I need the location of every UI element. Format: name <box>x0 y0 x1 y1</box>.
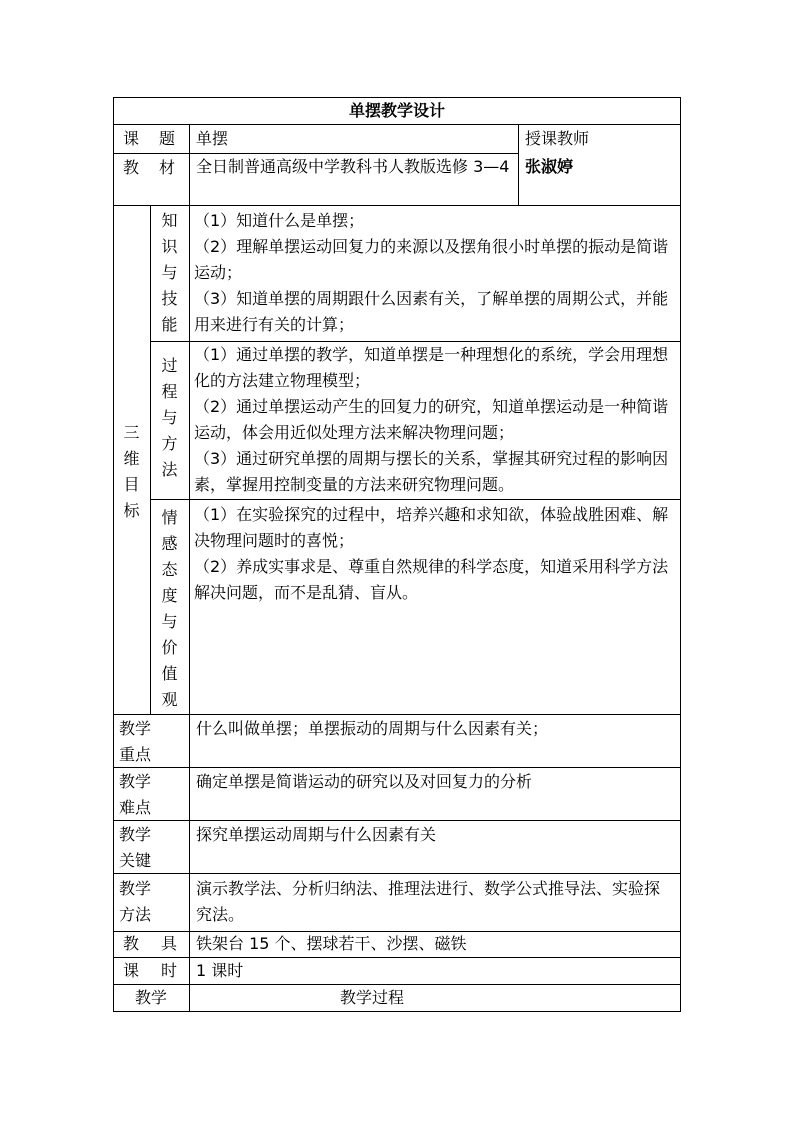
col-divider <box>189 124 190 205</box>
page-title: 单摆教学设计 <box>348 101 445 120</box>
knowledge-goals <box>194 208 678 338</box>
hours-label-b: 时 <box>160 961 177 980</box>
knowledge-goal-item: （1）知道什么是单摆； <box>194 211 365 230</box>
row-divider <box>113 205 681 206</box>
knowledge-label-char: 技 <box>161 289 178 308</box>
knowledge-label-char: 知 <box>161 211 178 230</box>
emotion-label-char: 与 <box>161 612 178 631</box>
hours-label-a: 课 <box>123 961 140 980</box>
process-goal-item: （1）通过单摆的教学，知道单摆是一种理想化的系统，学会用理想化的方法建立物理模型； <box>194 345 669 390</box>
emotion-label-char: 感 <box>161 534 178 553</box>
row-divider <box>113 767 681 768</box>
key-point-label-line: 重点 <box>119 745 152 764</box>
difficulty-label-line: 教学 <box>119 772 152 791</box>
col-divider <box>189 714 190 1011</box>
difficulty-value: 确定单摆是简谐运动的研究以及对回复力的分析 <box>196 772 533 791</box>
knowledge-label-char: 与 <box>161 263 178 282</box>
key-label <box>119 822 187 874</box>
tools-label-b: 具 <box>160 934 177 953</box>
knowledge-goal-item: （2）理解单摆运动回复力的来源以及摆角很小时单摆的振动是简谐运动； <box>194 237 669 282</box>
goals-group-char: 三 <box>123 423 140 442</box>
textbook-label-b: 材 <box>158 158 175 177</box>
col-divider <box>518 124 519 205</box>
goals-group-char: 标 <box>123 501 140 520</box>
hours-value: 1 课时 <box>196 961 244 980</box>
key-label-line: 关键 <box>119 851 152 870</box>
emotion-label-char: 价 <box>161 638 178 657</box>
textbook-value: 全日制普通高级中学教科书人教版选修 3—4 <box>196 157 510 176</box>
table-border-bottom <box>113 1011 681 1012</box>
teacher-name: 张淑婷 <box>525 157 574 176</box>
process-goal-item: （3）通过研究单摆的周期与摆长的关系，掌握其研究过程的影响因素，掌握用控制变量的方法来研究物理问题。 <box>194 449 669 494</box>
emotion-goal-item: （1）在实验探究的过程中，培养兴趣和求知欲，体验战胜困难、解决物理问题时的喜悦； <box>194 505 669 550</box>
row-divider <box>150 499 681 500</box>
goals-group-label <box>113 420 150 524</box>
tools-value: 铁架台 15 个、摆球若干、沙摆、磁铁 <box>196 934 467 953</box>
goals-group-char: 目 <box>123 475 140 494</box>
emotion-label-char: 度 <box>161 586 178 605</box>
process-goal-item: （2）通过单摆运动产生的回复力的研究，知道单摆运动是一种简谐运动，体会用近似处理方法来解决物理问题； <box>194 397 669 442</box>
emotion-label-char: 态 <box>161 560 178 579</box>
emotion-goals <box>194 502 678 606</box>
knowledge-label-char: 能 <box>161 315 178 334</box>
key-label-line: 教学 <box>119 825 152 844</box>
textbook-label-a: 教 <box>123 158 140 177</box>
emotion-label-char: 值 <box>161 664 178 683</box>
method-value: 演示教学法、分析归纳法、推理法进行、数学公式推导法、实验探究法。 <box>196 879 661 924</box>
course-label-a: 课 <box>123 129 140 148</box>
difficulty-label-line: 难点 <box>119 798 152 817</box>
tools-label <box>113 931 189 957</box>
col-divider <box>189 205 190 714</box>
emotion-goal-item: （2）养成实事求是、尊重自然规律的科学态度，知道采用科学方法解决问题，而不是乱猜、盲从。 <box>194 557 669 602</box>
course-label-b: 题 <box>158 129 175 148</box>
process-label-char: 法 <box>161 460 178 479</box>
process-label <box>150 353 189 483</box>
emotion-label-char: 情 <box>161 508 178 527</box>
row-divider <box>113 820 681 821</box>
knowledge-label <box>150 208 189 338</box>
teacher-label: 授课教师 <box>525 129 590 148</box>
difficulty-label <box>119 769 187 821</box>
method-label-line: 方法 <box>119 905 152 924</box>
method-label-line: 教学 <box>119 879 152 898</box>
knowledge-goal-item: （3）知道单摆的周期跟什么因素有关，了解单摆的周期公式，并能用来进行有关的计算； <box>194 289 669 334</box>
key-point-label-line: 教学 <box>119 719 152 738</box>
process-header-left: 教学 <box>134 988 167 1007</box>
method-label <box>119 876 187 928</box>
process-label-char: 过 <box>161 356 178 375</box>
table-border-right <box>680 97 681 1011</box>
process-header-right: 教学过程 <box>340 988 405 1007</box>
course-value: 单摆 <box>196 129 229 148</box>
tools-label-a: 教 <box>123 934 140 953</box>
key-value: 探究单摆运动周期与什么因素有关 <box>196 825 437 844</box>
table-border-left <box>113 97 114 1011</box>
emotion-label <box>150 505 189 713</box>
process-goals <box>194 342 678 498</box>
key-point-value: 什么叫做单摆；单摆振动的周期与什么因素有关； <box>196 719 549 738</box>
emotion-label-char: 观 <box>161 690 178 709</box>
hours-label <box>113 957 189 984</box>
process-label-char: 方 <box>161 434 178 453</box>
row-divider <box>113 873 681 874</box>
row-divider <box>113 714 681 715</box>
key-point-label <box>119 716 187 768</box>
textbook-label <box>113 153 189 182</box>
knowledge-label-char: 识 <box>161 237 178 256</box>
goals-group-char: 维 <box>123 449 140 468</box>
process-label-char: 程 <box>161 382 178 401</box>
process-label-char: 与 <box>161 408 178 427</box>
course-label <box>113 124 189 153</box>
